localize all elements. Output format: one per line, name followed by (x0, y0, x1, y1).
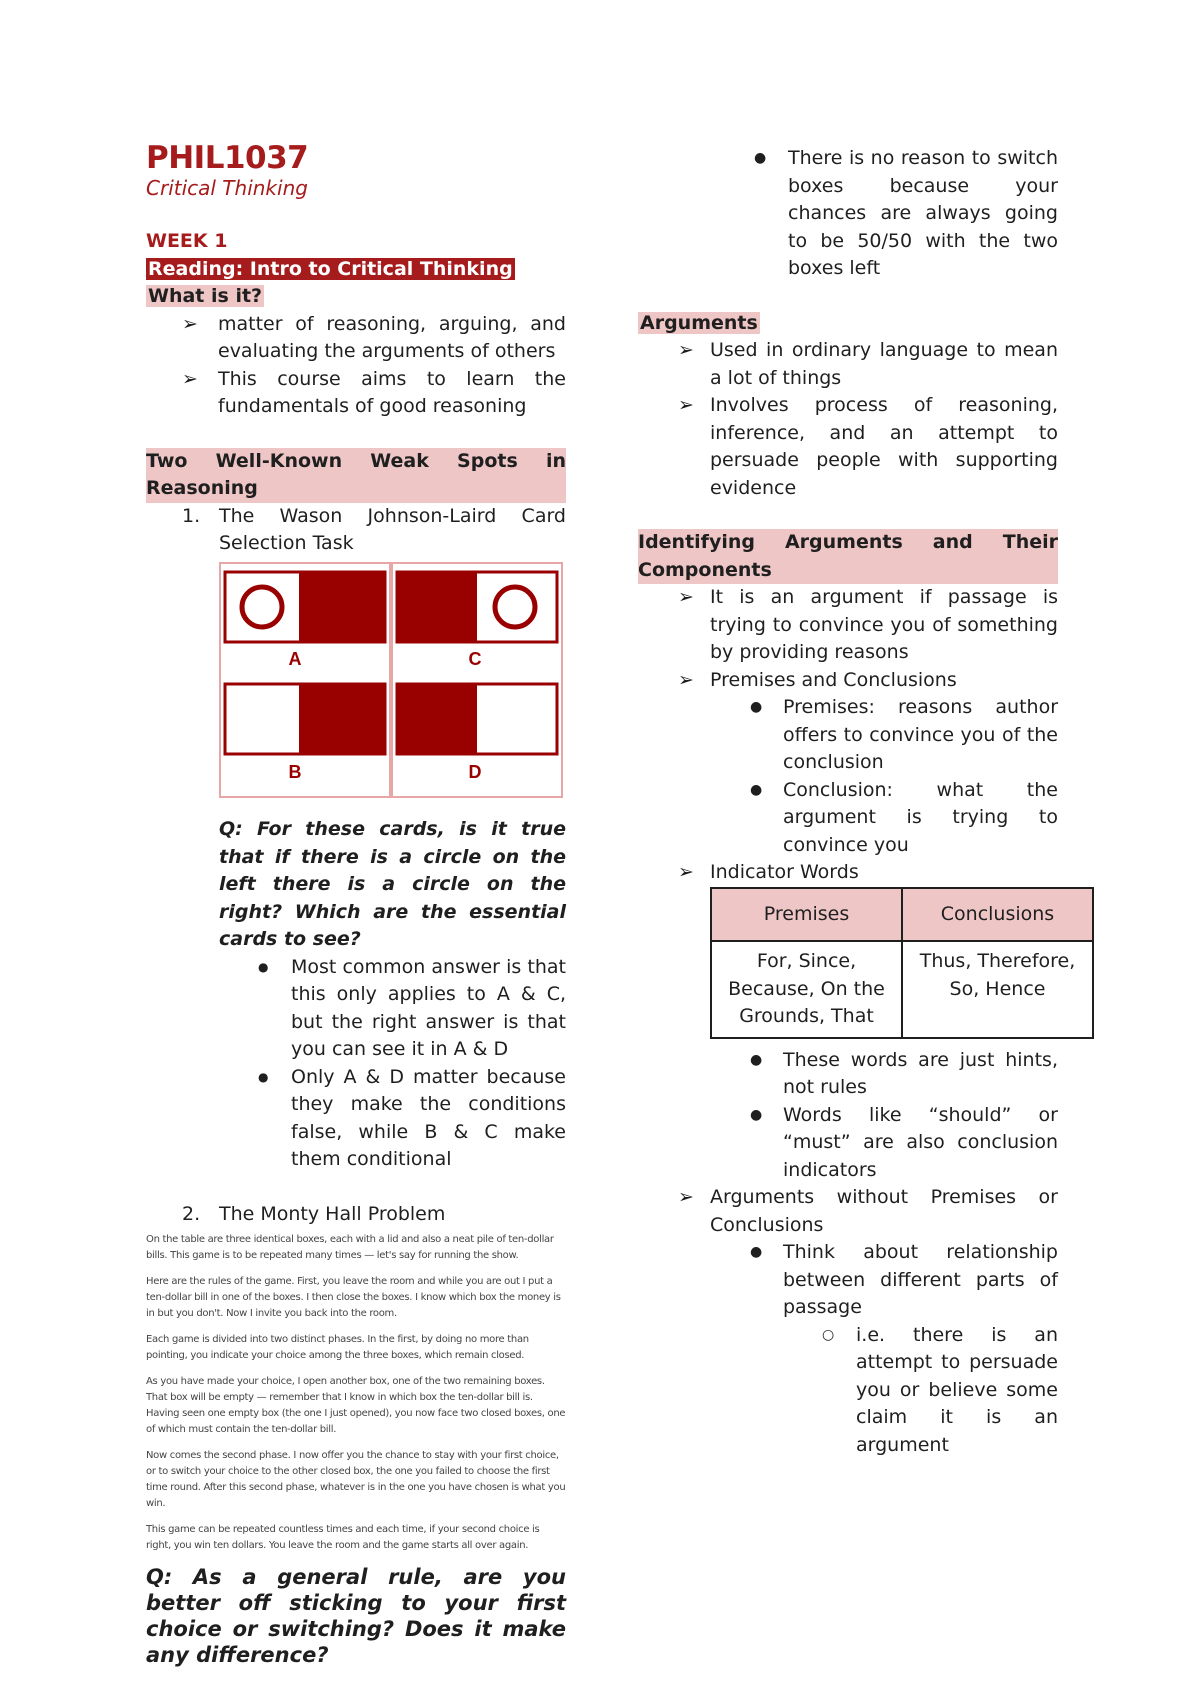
table-cell-premises: For, Since, Because, On the Grounds, That (711, 941, 902, 1038)
card-label-b: B (288, 761, 302, 782)
arrow-bullet-icon: ➢ (678, 668, 694, 691)
dot-bullet-icon: ● (750, 1051, 763, 1068)
list-item: ➢ matter of reasoning, arguing, and evaluating the arguments of others (182, 312, 566, 362)
course-code: PHIL1037 (146, 140, 309, 176)
monty-hall-text: On the table are three identical boxes, each with a lid and also a neat pile of ten-dollar bills. This game is to be repeated many times — let's say for running the show. Here are the rules of the game. First, you leave the room and while you are out I put a ten-dollar bill in one of the boxes. I then close the boxes. I know which box the money is in but you don't. Now I invite you back into the room. Each game is divided into two distinct phases. In the first, by doing no more than pointing, you indicate your choice among the three boxes, which remain closed. As you have made your choice, I open another box, one of the two remaining boxes. That box will be empty — remember that I know in which box the ten-dollar bill is. Having seen one empty box (the one I just opened), you now face two closed boxes, one of which must contain the ten-dollar bill. Now comes the second phase. I now offer you the chance to stay with your first choice, or to switch your choice to the other closed box, the one you failed to choose the first time round. After this second phase, whatever is in the one you have chosen is what you win. This game can be repeated countless times and each time, if your second choice is right, you win ten dollars. You leave the room and the game starts all over again. (146, 1234, 566, 1551)
arrow-bullet-icon: ➢ (678, 1186, 694, 1208)
identifying-heading: Identifying Arguments and Their Components (638, 529, 1058, 584)
arguments-heading: Arguments (640, 311, 758, 334)
list-item: ● These words are just hints, not rules (750, 1048, 1058, 1098)
card-label-a: A (288, 648, 302, 669)
list-item: ● Most common answer is that this only applies to A & C, but the right answer is that you can see it in A & D (258, 955, 566, 1060)
weak-spots-heading: Two Well-Known Weak Spots in Reasoning (146, 448, 566, 503)
wason-question: Q: For these cards, is it true that if there is a circle on the left there is a circle on the right? Which are the essential cards to see? (219, 818, 566, 950)
reading-heading: Reading: Intro to Critical Thinking (148, 257, 513, 280)
list-item: ➢ This course aims to learn the fundamentals of good reasoning (182, 367, 566, 417)
list-item: ➢ Premises and Conclusions (638, 667, 1058, 695)
list-item: ● There is no reason to switch boxes because your chances are always going to be 50/50 with the two boxes left (754, 147, 1058, 279)
dot-bullet-icon: ● (750, 699, 763, 715)
numbered-item-monty: 2. The Monty Hall Problem (182, 1202, 446, 1225)
list-item: ➢ Arguments without Premises or Conclusions (678, 1186, 1058, 1236)
left-column (146, 140, 566, 1668)
dot-bullet-icon: ● (258, 1069, 269, 1084)
dot-bullet-icon: ● (754, 150, 767, 166)
indicator-words-table (710, 887, 1094, 1039)
list-item: ● Only A & D matter because they make the conditions false, while B & C make them conditional (258, 1065, 566, 1170)
list-item: ● Think about relationship between different parts of passage (750, 1241, 1058, 1318)
monty-question: Q: As a general rule, are you better off sticking to your first choice or switching? Does it make any difference? (146, 1565, 566, 1667)
numbered-item-wason: 1. The Wason Johnson-Laird Card Selection Task (182, 504, 566, 554)
dot-bullet-icon: ● (750, 781, 763, 798)
card-selection-figure (219, 562, 563, 798)
list-item: ➢ Used in ordinary language to mean a lot of things (678, 339, 1058, 389)
arrow-bullet-icon: ➢ (678, 861, 694, 883)
dot-bullet-icon: ● (750, 1244, 763, 1260)
arrow-bullet-icon: ➢ (678, 339, 694, 361)
hollow-bullet-icon: ○ (822, 1326, 835, 1343)
week-heading: WEEK 1 (146, 230, 228, 252)
list-item: ➢ It is an argument if passage is trying to convince you of something by providing reasons (678, 586, 1058, 663)
arrow-bullet-icon: ➢ (182, 367, 198, 390)
what-heading: What is it? (148, 285, 263, 307)
table-row (711, 888, 1093, 942)
table-row (711, 941, 1093, 1038)
table-header-premises: Premises (711, 888, 902, 942)
list-item: ● Conclusion: what the argument is trying to convince you (750, 778, 1058, 856)
dot-bullet-icon: ● (258, 959, 269, 974)
arrow-bullet-icon: ➢ (678, 586, 694, 608)
arrow-bullet-icon: ➢ (182, 312, 198, 335)
right-column (638, 145, 1076, 1459)
table-cell-conclusions: Thus, Therefore, So, Hence (902, 941, 1093, 1038)
arrow-bullet-icon: ➢ (678, 394, 694, 416)
list-item: ○ i.e. there is an attempt to persuade you or believe some claim it is an argument (822, 1323, 1058, 1456)
list-item: ● Words like “should” or “must” are also conclusion indicators (750, 1103, 1058, 1181)
list-item: ➢ Indicator Words (638, 859, 1058, 887)
table-header-conclusions: Conclusions (902, 888, 1093, 942)
list-item: ➢ Involves process of reasoning, inference, and an attempt to persuade people with supporting evidence (678, 394, 1058, 499)
dot-bullet-icon: ● (750, 1106, 763, 1123)
card-label-d: D (468, 761, 482, 782)
list-item: ● Premises: reasons author offers to convince you of the conclusion (750, 696, 1058, 773)
course-name: Critical Thinking (146, 176, 308, 200)
card-label-c: C (468, 648, 482, 669)
